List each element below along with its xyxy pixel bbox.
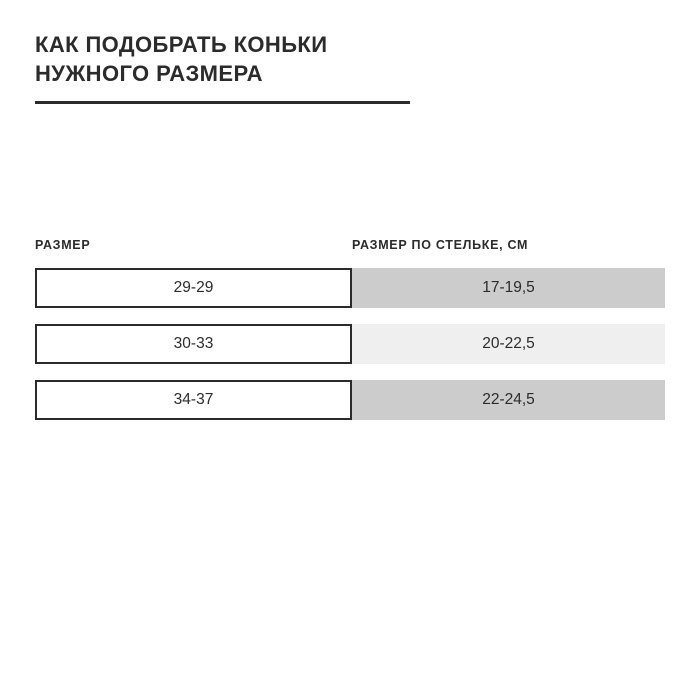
page-title-line-2: НУЖНОГО РАЗМЕРА (35, 61, 263, 87)
cell-size: 29-29 (35, 268, 352, 308)
title-divider (35, 101, 410, 104)
cell-size: 34-37 (35, 380, 352, 420)
table-row (35, 380, 665, 420)
size-table (35, 228, 665, 420)
table-row (35, 324, 665, 364)
page-title-line-1: КАК ПОДОБРАТЬ КОНЬКИ (35, 32, 328, 57)
table-row (35, 268, 665, 308)
cell-insole: 22-24,5 (352, 380, 665, 420)
column-header-size: РАЗМЕР (35, 238, 91, 252)
page-title (35, 30, 635, 104)
column-header-insole: РАЗМЕР ПО СТЕЛЬКЕ, СМ (352, 238, 529, 252)
table-header-row (35, 228, 665, 252)
cell-size: 30-33 (35, 324, 352, 364)
cell-insole: 17-19,5 (352, 268, 665, 308)
cell-insole: 20-22,5 (352, 324, 665, 364)
